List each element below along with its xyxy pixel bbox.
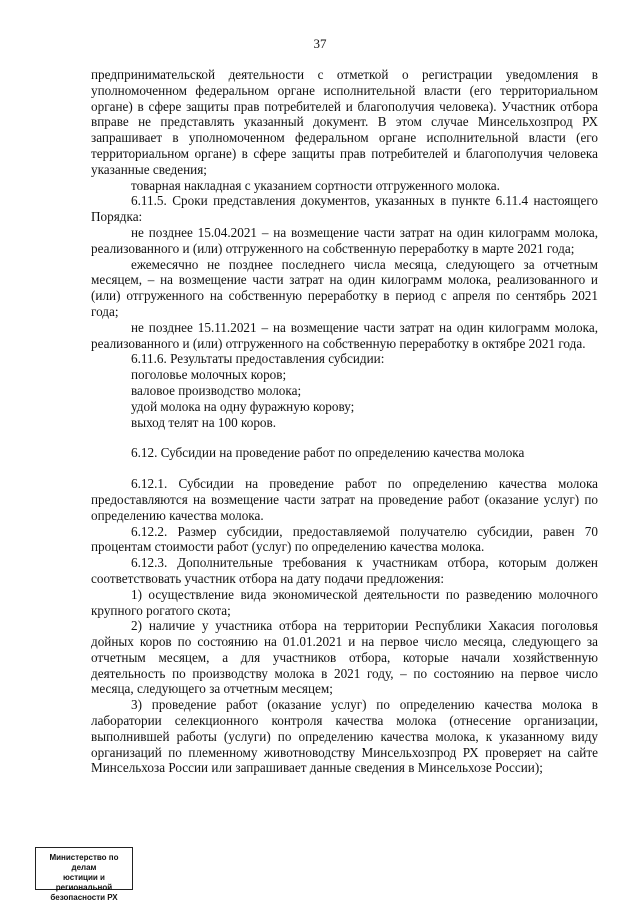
document-body: [91, 67, 598, 776]
paragraph-deadline-april: не позднее 15.04.2021 – на возмещение части затрат на один килограмм молока, реализованного и (или) отгруженного на собственную переработку в марте 2021 года;: [91, 224, 598, 256]
paragraph-6-12-1: 6.12.1. Субсидии на проведение работ по определению качества молока предоставляются на возмещение части затрат на проведение работ (оказание услуг) по определению качества молока.: [91, 476, 598, 523]
stamp-line: юстиции и региональной: [55, 873, 113, 892]
result-item-production: валовое производство молока;: [131, 382, 302, 398]
paragraph-invoice: товарная накладная с указанием сортности отгруженного молока.: [131, 177, 500, 193]
paragraph-deadline-monthly: ежемесячно не позднее последнего числа месяца, следующего за отчетным месяцем, – на возмещение части затрат на один килограмм молока, реализованного и (или) отгруженного на собственную переработку в период с апреля по сентябрь 2021 года;: [91, 256, 598, 319]
requirement-item-1: 1) осуществление вида экономической деятельности по разведению молочного крупного рогатого скота;: [91, 586, 598, 618]
section-heading-6-12: 6.12. Субсидии на проведение работ по определению качества молока: [131, 445, 525, 461]
requirement-item-3: 3) проведение работ (оказание услуг) по определению качества молока в лаборатории селекционного контроля качества молока (отнесение организации, выполнившей работы (услуги) по определению качества молока, к указанному виду организаций по племенному животноводству Минсельхозпрод РХ проверяет на сайте Минсельхоза России или запрашивает данные сведения в Минсельхозе России);: [91, 697, 598, 776]
paragraph-deadline-november: не позднее 15.11.2021 – на возмещение части затрат на один килограмм молока, реализованного и (или) отгруженного на собственную переработку в октябре 2021 года.: [91, 319, 598, 351]
spacer: [91, 461, 598, 476]
stamp-line: Министерство по делам: [49, 853, 119, 872]
result-item-calves: выход телят на 100 коров.: [131, 414, 277, 430]
paragraph-continuation: предпринимательской деятельности с отметкой о регистрации уведомления в уполномоченном федеральном органе исполнительной власти (его территориальном органе) в сфере защиты прав потребителей и благополучия человека). Участник отбора вправе не представлять указанный документ. В этом случае Минсельхозпрод РХ запрашивает в уполномоченном федеральном органе исполнительной власти (его территориальном органе) в сфере защиты прав потребителей и благополучия человека указанные сведения;: [91, 67, 598, 177]
spacer: [91, 430, 598, 445]
paragraph-6-12-3: 6.12.3. Дополнительные требования к участникам отбора, которым должен соответствовать участник отбора на дату подачи предложения:: [91, 555, 598, 586]
requirement-item-2: 2) наличие у участника отбора на территории Республики Хакасия поголовья дойных коров по состоянию на 01.01.2021 и на первое число месяца, следующего за отчетным месяцем, а для участников отбора, которые начали хозяйственную деятельность по производству молока в 2021 году, – по состоянию на первое число месяца, следующего за отчетным месяцем;: [91, 618, 598, 697]
paragraph-6-11-5: 6.11.5. Сроки представления документов, указанных в пункте 6.11.4 настоящего Порядка:: [91, 193, 598, 225]
result-item-yield: удой молока на одну фуражную корову;: [131, 398, 355, 414]
paragraph-6-12-2: 6.12.2. Размер субсидии, предоставляемой получателю субсидии, равен 70 процентам стоимости работ (услуг) по определению качества молока.: [91, 523, 598, 555]
stamp-line: безопасности РХ: [50, 893, 118, 902]
ministry-stamp: [35, 847, 133, 902]
paragraph-6-11-6: 6.11.6. Результаты предоставления субсидии:: [131, 351, 385, 367]
result-item-livestock: поголовье молочных коров;: [131, 367, 287, 383]
page-number: 37: [313, 36, 327, 51]
